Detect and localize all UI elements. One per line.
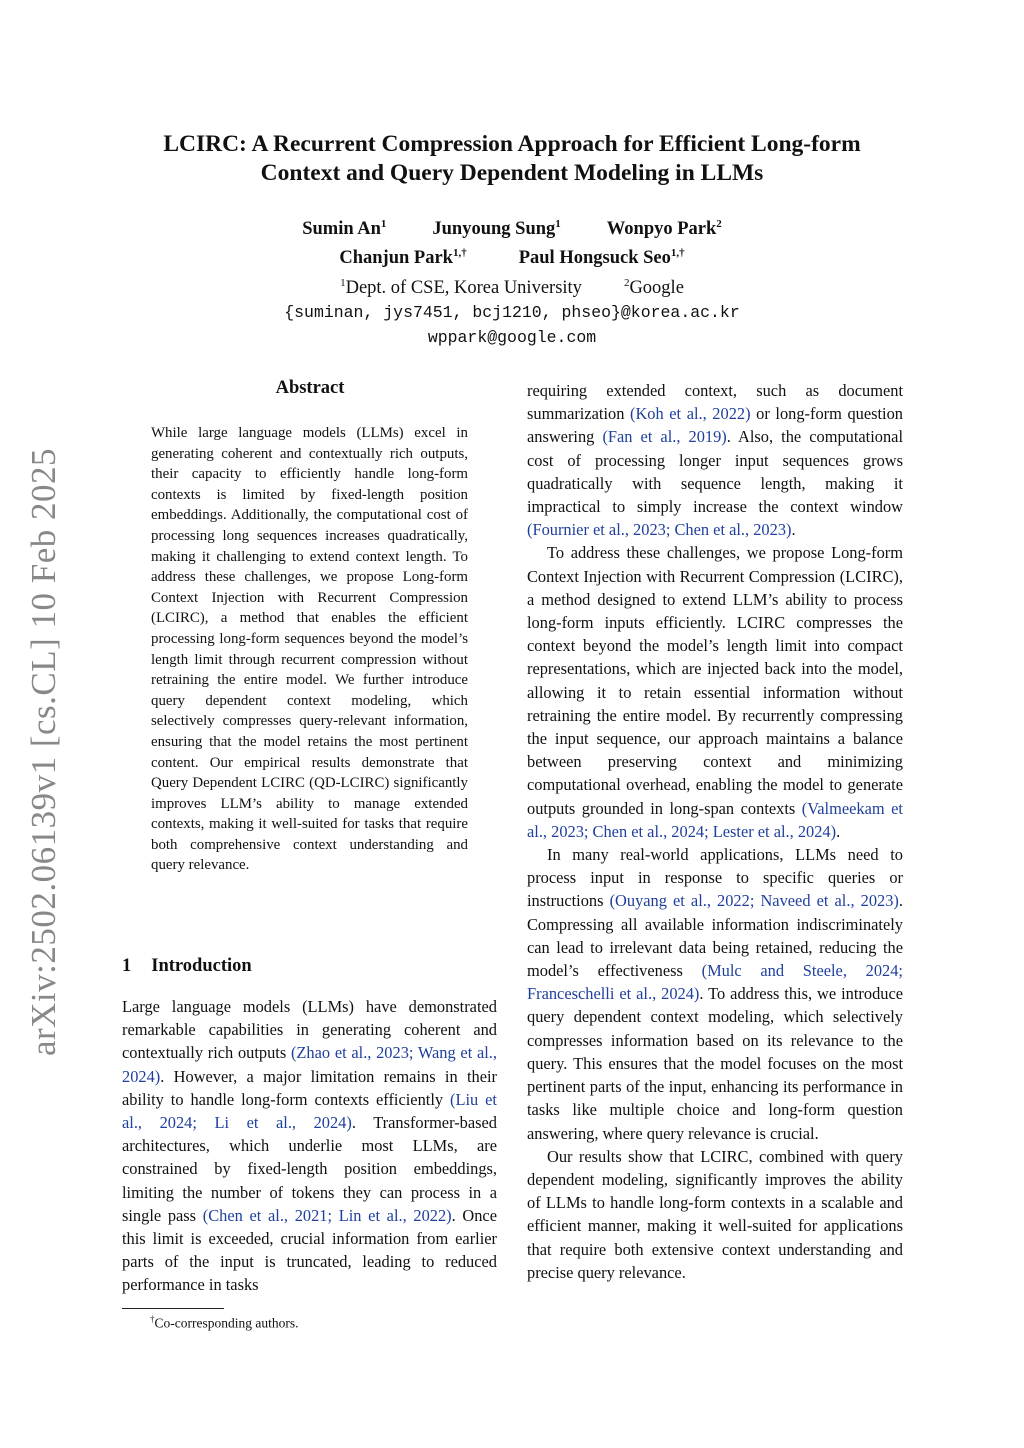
affiliation-2: $^2$Google [623,277,684,299]
intro-left-column [122,995,497,1297]
citation-link[interactable]: (Mulc and Steele, 2024; Franceschelli et al., 2024) [527,961,903,1004]
author-name: Junyoung Sung$^1$ [432,218,561,240]
section-title: Introduction [151,956,252,976]
abstract-heading: Abstract [275,378,345,398]
citation-link[interactable]: (Ouyang et al., 2022; Naveed et al., 2023) [609,891,899,911]
citation-link[interactable]: (Liu et al., 2024; Li et al., 2024) [122,1089,497,1133]
section-number: 1 [122,956,132,976]
citation-link[interactable]: (Fan et al., 2019) [602,427,727,447]
citation-link[interactable]: (Chen et al., 2021; Lin et al., 2022) [202,1205,452,1225]
email-google: wppark@google.com [427,328,597,348]
citation-link[interactable]: (Fournier et al., 2023; Chen et al., 2023) [527,520,792,540]
author-name: Chanjun Park$^{1,\dagger}$ [339,247,467,269]
arxiv-sidebar [14,447,74,1057]
citation-link[interactable]: (Koh et al., 2022) [630,404,751,424]
paragraph: Our results show that LCIRC, combined with query dependent modeling, significantly improves the ability of LLMs to handle long-form contexts in a scalable and efficient manner, making it well-suited for applications that require both extensive context understanding and precise query relevance. [527,1146,903,1282]
abstract-text: While large language models (LLMs) excel in generating coherent and contextually rich outputs, their capacity to efficiently handle long-form contexts is limited by fixed-length position embeddings. Additionally, the computational cost of processing long sequences increases quadratically, making it challenging to extend context length. To address these challenges, we propose Long-form Context Injection with Recurrent Compression (LCIRC), a method that enables the efficient processing long-form sequences beyond the model’s length limit through recurrent compression without retraining the entire model. We further introduce query dependent context modeling, which selectively compresses query-relevant information, ensuring that the model retains the most pertinent content. Our empirical results demonstrate that Query Dependent LCIRC (QD-LCIRC) significantly improves LLM’s ability to manage extended contexts, making it well-suited for tasks that require both comprehensive context understanding and query relevance. [151,425,468,874]
section-heading-introduction [122,956,252,977]
paragraph: requiring extended context, such as document summarization (Koh et al., 2022) or long-form question answering (Fan et al., 2019). Also, the computational cost of processing longer input sequences grows quadratically with sequence length, making it impractical to simply increase the context window (Fournier et al., 2023; Chen et al., 2023). [527,381,903,540]
paragraph: To address these challenges, we propose Long-form Context Injection with Recurrent Compression (LCIRC), a method designed to extend LLM’s ability to process long-form inputs efficiently. LCIRC compresses the context beyond the model’s length limit into compact representations, which are injected back into the model, allowing it to retain essential information without retraining the entire model. By recurrently compressing the input sequence, our approach maintains a balance between preserving context and minimizing computational overhead, enabling the model to generate outputs grounded in long-span contexts (Valmeekam et al., 2023; Chen et al., 2024; Lester et al., 2024). [527,543,903,841]
paper-title [100,130,924,188]
author-row-1 [100,212,924,241]
affiliations [100,271,924,300]
title-line-1: LCIRC: A Recurrent Compression Approach for Efficient Long-form [163,131,861,157]
citation-link[interactable]: (Zhao et al., 2023; Wang et al., 2024) [122,1043,498,1086]
title-line-2: Context and Query Dependent Modeling in LLMs [260,160,764,186]
author-name: Sumin An$^1$ [302,218,387,240]
citation-link[interactable]: (Valmeekam et al., 2023; Chen et al., 2024; Lester et al., 2024) [527,798,903,841]
footnote-divider [122,1308,224,1309]
author-name: Paul Hongsuck Seo$^{1,\dagger}$ [518,247,685,269]
author-row-2 [100,241,924,270]
author-block [100,212,924,350]
affiliation-1: $^1$Dept. of CSE, Korea University [340,277,582,299]
intro-right-column [527,379,903,1284]
paragraph: Large language models (LLMs) have demonstrated remarkable capabilities in generating coherent and contextually rich outputs (Zhao et al., 2023; Wang et al., 2024). However, a major limitation remains in their ability to handle long-form contexts efficiently (Liu et al., 2024; Li et al., 2024). Transformer-based architectures, which underlie most LLMs, are constrained by fixed-length position embeddings, limiting the number of tokens they can process in a single pass (Chen et al., 2021; Lin et al., 2022). Once this limit is exceeded, crucial information from earlier parts of the input is truncated, leading to reduced performance in tasks [122,997,498,1295]
paragraph: In many real-world applications, LLMs need to process input in response to specific queries or instructions (Ouyang et al., 2022; Naveed et al., 2023). Compressing all available information indiscriminately can lead to irrelevant data being retained, reducing the model’s effectiveness (Mulc and Steele, 2024; Franceschelli et al., 2024). To address this, we introduce query dependent context modeling, which selectively compresses information based on its relevance to the query. This ensures that the model focuses on the most pertinent parts of the input, enhancing its performance in tasks like multiple choice and long-form question answering, where query relevance is crucial. [527,845,904,1143]
email-korea: {suminan, jys7451, bcj1210, phseo}@korea.ac.kr [284,303,740,323]
author-name: Wonpyo Park$^2$ [606,218,722,240]
arxiv-identifier: arXiv:2502.06139v1 [cs.CL] 10 Feb 2025 [24,447,64,1057]
footnote: †Co-corresponding authors. [150,1314,299,1331]
